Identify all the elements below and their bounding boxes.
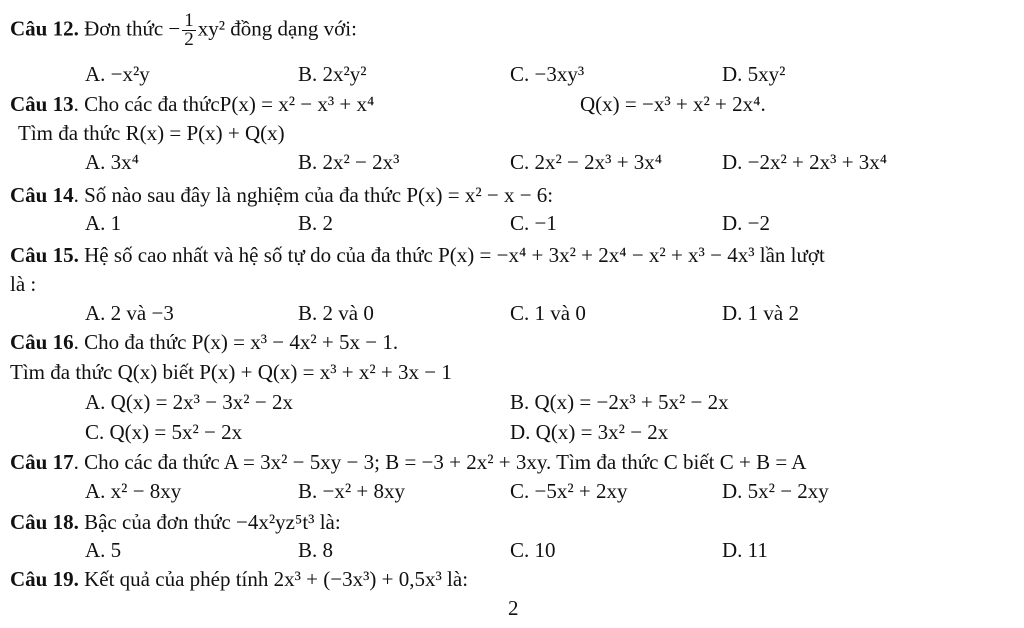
question-15: Câu 15. Hệ số cao nhất và hệ số tự do của đa thức P(x) = −x⁴ + 3x² + 2x⁴ − x² + x³ − 4x³ lần lượt bbox=[10, 243, 825, 267]
option-d: D. 5x² − 2xy bbox=[722, 479, 829, 503]
option-a: A. 5 bbox=[85, 538, 122, 562]
question-16: Câu 16. Cho đa thức P(x) = x³ − 4x² + 5x − 1. bbox=[10, 330, 399, 354]
option-a: A. x² − 8xy bbox=[85, 479, 182, 503]
question-18: Câu 18. Bậc của đơn thức −4x²yz⁵t³ là: bbox=[10, 510, 341, 534]
option-d: D. Q(x) = 3x² − 2x bbox=[510, 420, 669, 444]
question-label: Câu 12. bbox=[10, 16, 79, 41]
option-d: D. 11 bbox=[722, 538, 768, 562]
option-d: D. −2x² + 2x³ + 3x⁴ bbox=[722, 150, 888, 174]
option-a: A. 1 bbox=[85, 211, 122, 235]
option-d: D. 5xy² bbox=[722, 62, 786, 86]
question-14: Câu 14. Số nào sau đây là nghiệm của đa thức P(x) = x² − x − 6: bbox=[10, 183, 554, 207]
question-15-line2: là : bbox=[10, 272, 37, 296]
page-number: 2 bbox=[508, 596, 519, 620]
option-a: A. Q(x) = 2x³ − 3x² − 2x bbox=[85, 390, 293, 414]
question-12: Câu 12. Đơn thức − $\frac{1}{2}$ xy² đồng dạng với: bbox=[10, 10, 357, 50]
question-label: Câu 18. bbox=[10, 510, 79, 534]
option-b: B. −x² + 8xy bbox=[298, 479, 405, 503]
question-17: Câu 17. Cho các đa thức A = 3x² − 5xy − 3; B = −3 + 2x² + 3xy. Tìm đa thức C biết C + B = A bbox=[10, 450, 807, 474]
question-13-line2: Tìm đa thức R(x) = P(x) + Q(x) bbox=[18, 121, 285, 145]
question-label: Câu 14 bbox=[10, 183, 74, 207]
question-label: Câu 19. bbox=[10, 567, 79, 591]
question-label: Câu 15. bbox=[10, 243, 79, 267]
option-b: B. 2x²y² bbox=[298, 62, 367, 86]
question-16-line2: Tìm đa thức Q(x) biết P(x) + Q(x) = x³ + x² + 3x − 1 bbox=[10, 360, 452, 384]
option-c: C. 10 bbox=[510, 538, 556, 562]
option-a: A. 2 và −3 bbox=[85, 301, 174, 325]
option-a: A. 3x⁴ bbox=[85, 150, 139, 174]
option-c: C. 2x² − 2x³ + 3x⁴ bbox=[510, 150, 663, 174]
option-a: A. −x²y bbox=[85, 62, 150, 86]
question-label: Câu 13 bbox=[10, 92, 74, 116]
option-c: C. −3xy³ bbox=[510, 62, 585, 86]
question-13-q: Q(x) = −x³ + x² + 2x⁴. bbox=[580, 92, 766, 116]
option-b: B. 2 và 0 bbox=[298, 301, 374, 325]
option-c: C. Q(x) = 5x² − 2x bbox=[85, 420, 243, 444]
option-b: B. 2x² − 2x³ bbox=[298, 150, 400, 174]
option-c: C. −1 bbox=[510, 211, 557, 235]
option-d: D. 1 và 2 bbox=[722, 301, 799, 325]
option-d: D. −2 bbox=[722, 211, 771, 235]
option-c: C. −5x² + 2xy bbox=[510, 479, 628, 503]
question-13: Câu 13. Cho các đa thứcP(x) = x² − x³ + x⁴ bbox=[10, 92, 375, 116]
option-b: B. Q(x) = −2x³ + 5x² − 2x bbox=[510, 390, 729, 414]
question-label: Câu 17 bbox=[10, 450, 74, 474]
option-c: C. 1 và 0 bbox=[510, 301, 586, 325]
option-b: B. 2 bbox=[298, 211, 334, 235]
option-b: B. 8 bbox=[298, 538, 334, 562]
fraction: $\frac{1}{2}$ bbox=[184, 10, 194, 50]
question-label: Câu 16 bbox=[10, 330, 74, 354]
question-19: Câu 19. Kết quả của phép tính 2x³ + (−3x³) + 0,5x³ là: bbox=[10, 567, 469, 591]
